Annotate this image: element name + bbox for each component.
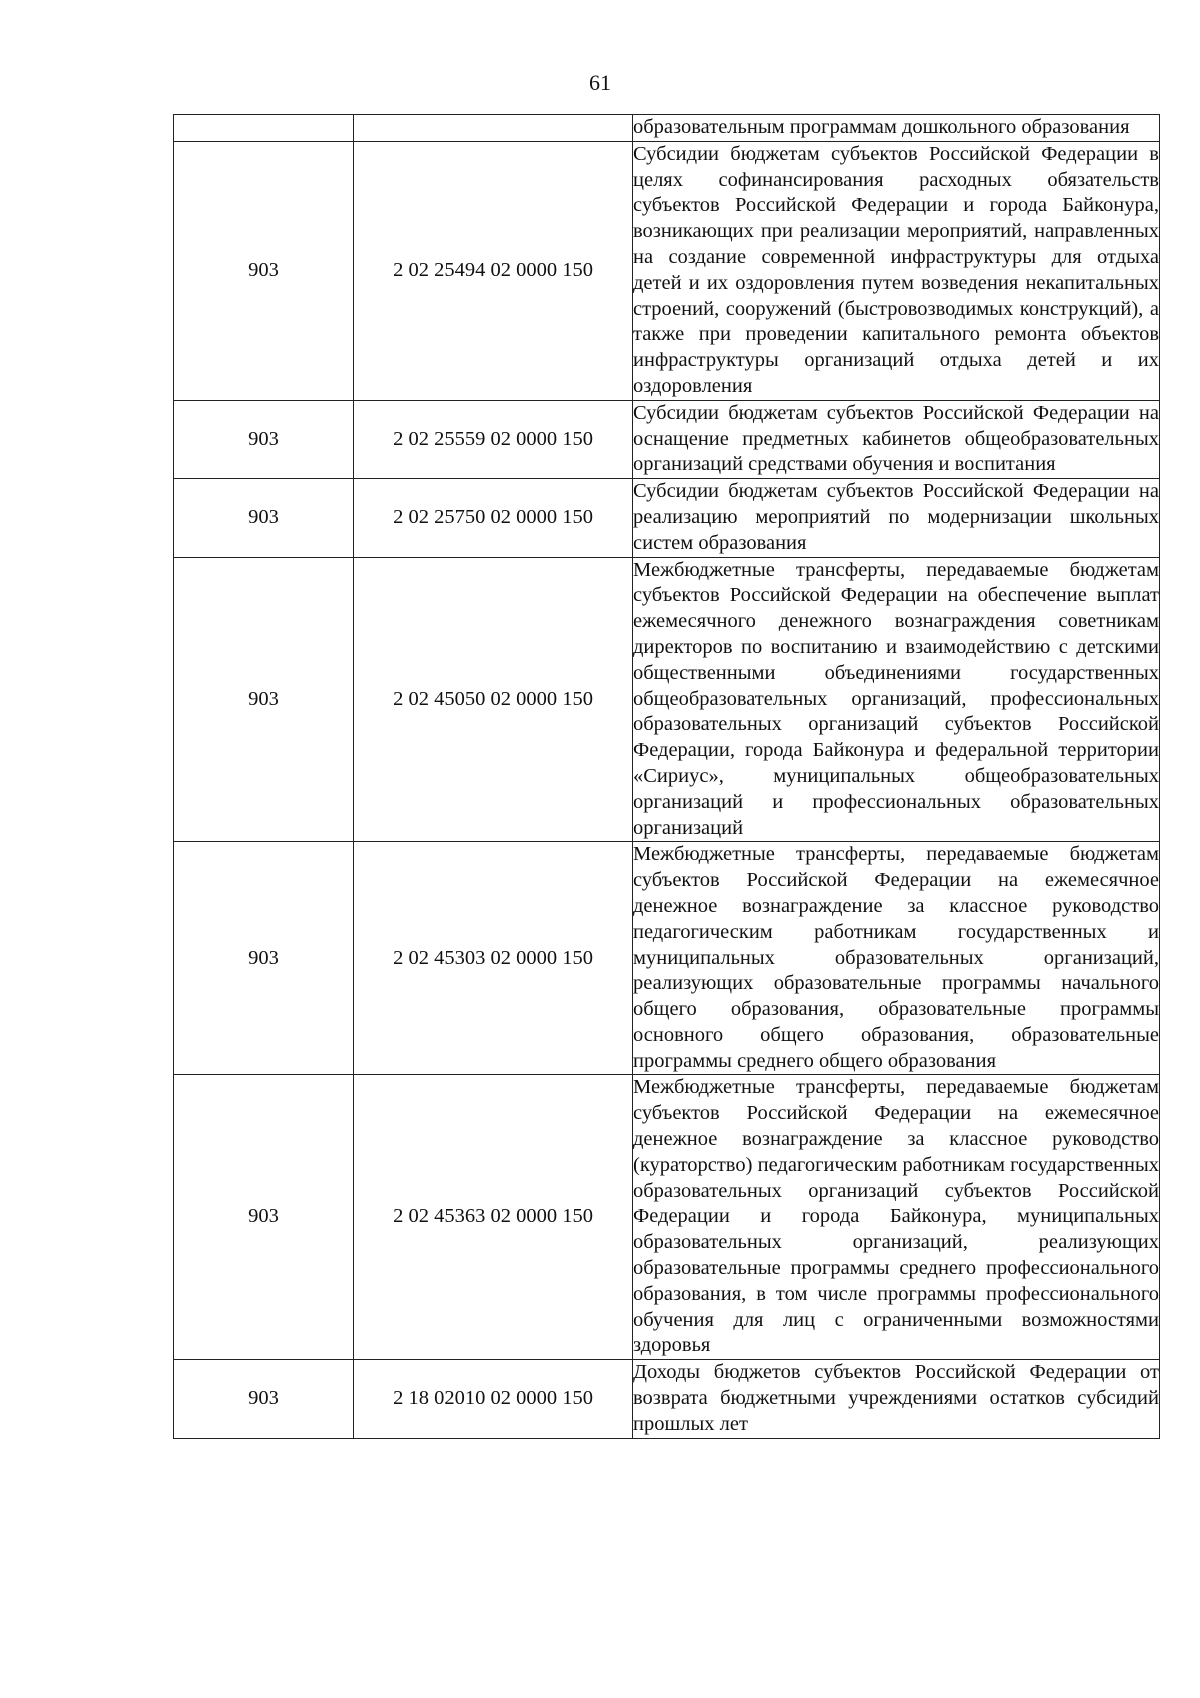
table-row	[174, 115, 1160, 142]
table-row	[174, 1360, 1160, 1438]
table-row	[174, 842, 1160, 1075]
revenue-name-cell: Субсидии бюджетам субъектов Российской Федерации в целях софинансирования расходных обязательств субъектов Российской Федерации и города Байконура, возникающих при реализации мероприятий, направленных на создание современной инфраструктуры для отдыха детей и их оздоровления путем возведения некапитальных строений, сооружений (быстровозводимых конструкций), а также при проведении капитального ремонта объектов инфраструктуры организаций отдыха детей и их оздоровления	[633, 141, 1160, 400]
administrator-code-cell: 903	[174, 557, 354, 842]
budget-classification-table	[173, 114, 1160, 1439]
table-row	[174, 1075, 1160, 1360]
administrator-code-cell: 903	[174, 400, 354, 478]
revenue-name-cell: образовательным программам дошкольного образования	[633, 115, 1160, 142]
revenue-code-cell: 2 02 25750 02 0000 150	[354, 479, 633, 557]
revenue-code-cell: 2 02 25494 02 0000 150	[354, 141, 633, 400]
revenue-code-cell: 2 02 45363 02 0000 150	[354, 1075, 633, 1360]
page-number: 61	[589, 70, 611, 95]
administrator-code-cell: 903	[174, 1360, 354, 1438]
revenue-name-cell: Субсидии бюджетам субъектов Российской Федерации на оснащение предметных кабинетов общеобразовательных организаций средствами обучения и воспитания	[633, 400, 1160, 478]
administrator-code-cell: 903	[174, 842, 354, 1075]
revenue-name-cell: Межбюджетные трансферты, передаваемые бюджетам субъектов Российской Федерации на ежемесячное денежное вознаграждение за классное руководство педагогическим работникам государственных и муниципальных образовательных организаций, реализующих образовательные программы начального общего образования, образовательные программы основного общего образования, образовательные программы среднего общего образования	[633, 842, 1160, 1075]
table-row	[174, 141, 1160, 400]
table-row	[174, 400, 1160, 478]
administrator-code-cell: 903	[174, 141, 354, 400]
revenue-name-cell: Доходы бюджетов субъектов Российской Федерации от возврата бюджетными учреждениями остатков субсидий прошлых лет	[633, 1360, 1160, 1438]
revenue-code-cell	[354, 115, 633, 142]
table-row	[174, 479, 1160, 557]
revenue-code-cell: 2 02 45303 02 0000 150	[354, 842, 633, 1075]
revenue-name-cell: Субсидии бюджетам субъектов Российской Федерации на реализацию мероприятий по модернизации школьных систем образования	[633, 479, 1160, 557]
revenue-code-cell: 2 02 45050 02 0000 150	[354, 557, 633, 842]
table-row	[174, 557, 1160, 842]
table-body	[174, 115, 1160, 1439]
revenue-code-cell: 2 02 25559 02 0000 150	[354, 400, 633, 478]
revenue-name-cell: Межбюджетные трансферты, передаваемые бюджетам субъектов Российской Федерации на обеспечение выплат ежемесячного денежного вознаграждения советникам директоров по воспитанию и взаимодействию с детскими общественными объединениями государственных общеобразовательных организаций, профессиональных образовательных организаций субъектов Российской Федерации, города Байконура и федеральной территории «Сириус», муниципальных общеобразовательных организаций и профессиональных образовательных организаций	[633, 557, 1160, 842]
revenue-code-cell: 2 18 02010 02 0000 150	[354, 1360, 633, 1438]
administrator-code-cell	[174, 115, 354, 142]
administrator-code-cell: 903	[174, 479, 354, 557]
administrator-code-cell: 903	[174, 1075, 354, 1360]
revenue-name-cell: Межбюджетные трансферты, передаваемые бюджетам субъектов Российской Федерации на ежемесячное денежное вознаграждение за классное руководство (кураторство) педагогическим работникам государственных образовательных организаций субъектов Российской Федерации и города Байконура, муниципальных образовательных организаций, реализующих образовательные программы среднего профессионального образования, в том числе программы профессионального обучения для лиц с ограниченными возможностями здоровья	[633, 1075, 1160, 1360]
